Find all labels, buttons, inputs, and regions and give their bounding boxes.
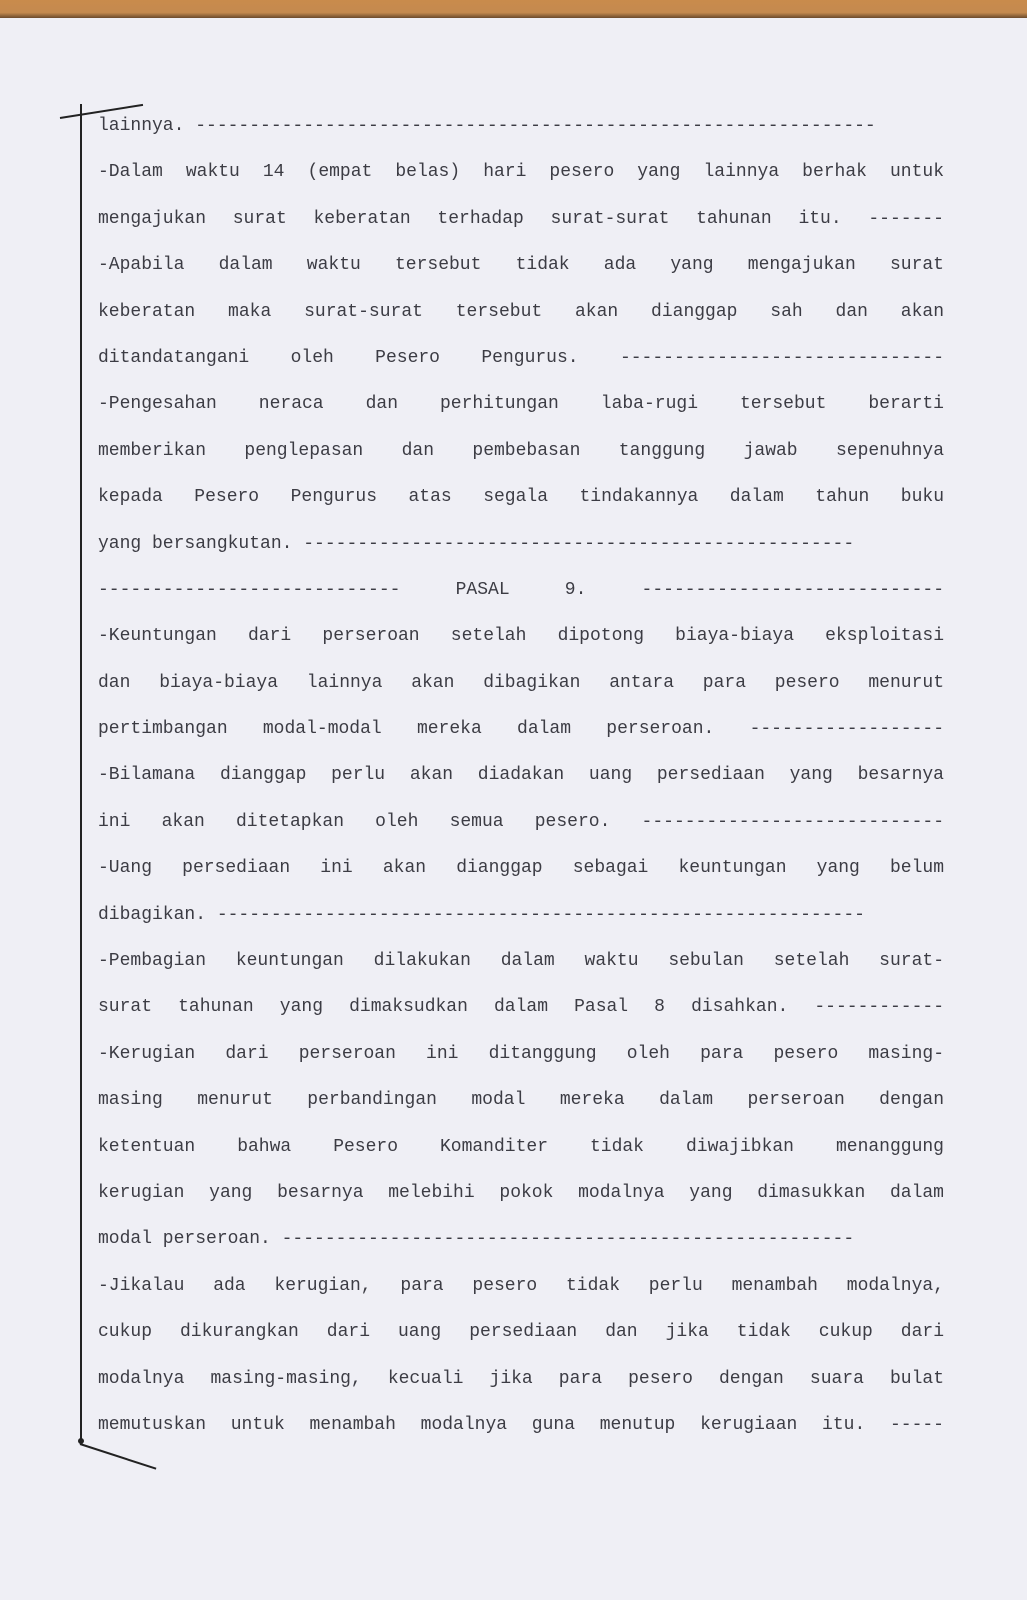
document-line: -Kerugian dari perseroan ini ditanggung oleh para pesero masing- (98, 1043, 944, 1064)
document-line: -Pembagian keuntungan dilakukan dalam waktu sebulan setelah surat- (98, 951, 944, 972)
document-line: -Keuntungan dari perseroan setelah dipotong biaya-biaya eksploitasi (98, 626, 944, 647)
document-line: kerugian yang besarnya melebihi pokok modalnya yang dimasukkan dalam (98, 1182, 944, 1203)
document-line: memutuskan untuk menambah modalnya guna menutup kerugiaan itu. ----- (98, 1414, 944, 1435)
document-line: -Jikalau ada kerugian, para pesero tidak perlu menambah modalnya, (98, 1275, 944, 1296)
document-line: ---------------------------- PASAL 9. ---------------------------- (98, 579, 944, 600)
document-line: -Apabila dalam waktu tersebut tidak ada yang mengajukan surat (98, 255, 944, 276)
document-line: -Dalam waktu 14 (empat belas) hari pesero yang lainnya berhak untuk (98, 162, 944, 183)
margin-bracket-end-dot (78, 1438, 84, 1444)
document-line: -Pengesahan neraca dan perhitungan laba-rugi tersebut berarti (98, 394, 944, 415)
document-line: memberikan penglepasan dan pembebasan tanggung jawab sepenuhnya (98, 440, 944, 461)
document-line: modal perseroan. ----------------------------------------------------- (98, 1229, 855, 1250)
document-line: yang bersangkutan. --------------------------------------------------- (98, 533, 855, 554)
document-line: ketentuan bahwa Pesero Komanditer tidak diwajibkan menanggung (98, 1136, 944, 1157)
document-line: pertimbangan modal-modal mereka dalam perseroan. ------------------ (98, 719, 944, 740)
document-line: mengajukan surat keberatan terhadap surat-surat tahunan itu. ------- (98, 208, 944, 229)
document-line: surat tahunan yang dimaksudkan dalam Pasal 8 disahkan. ------------ (98, 997, 944, 1018)
document-line: -Bilamana dianggap perlu akan diadakan uang persediaan yang besarnya (98, 765, 944, 786)
document-line: keberatan maka surat-surat tersebut akan dianggap sah dan akan (98, 301, 944, 322)
document-line: ini akan ditetapkan oleh semua pesero. ---------------------------- (98, 811, 944, 832)
document-line: lainnya. --------------------------------------------------------------- (98, 116, 876, 136)
document-line: modalnya masing-masing, kecuali jika para pesero dengan suara bulat (98, 1368, 944, 1389)
document-line: -Uang persediaan ini akan dianggap sebagai keuntungan yang belum (98, 858, 944, 879)
paper-top-edge (0, 0, 1027, 18)
document-line: cukup dikurangkan dari uang persediaan dan jika tidak cukup dari (98, 1322, 944, 1343)
document-line: dan biaya-biaya lainnya akan dibagikan antara para pesero menurut (98, 672, 944, 693)
margin-bracket-line (80, 104, 82, 1444)
document-line: dibagikan. ------------------------------------------------------------ (98, 904, 865, 925)
document-line: ditandatangani oleh Pesero Pengurus. ------------------------------ (98, 347, 944, 368)
document-line: masing menurut perbandingan modal mereka dalam perseroan dengan (98, 1090, 944, 1111)
document-line: kepada Pesero Pengurus atas segala tindakannya dalam tahun buku (98, 487, 944, 508)
document-body (98, 103, 944, 1448)
